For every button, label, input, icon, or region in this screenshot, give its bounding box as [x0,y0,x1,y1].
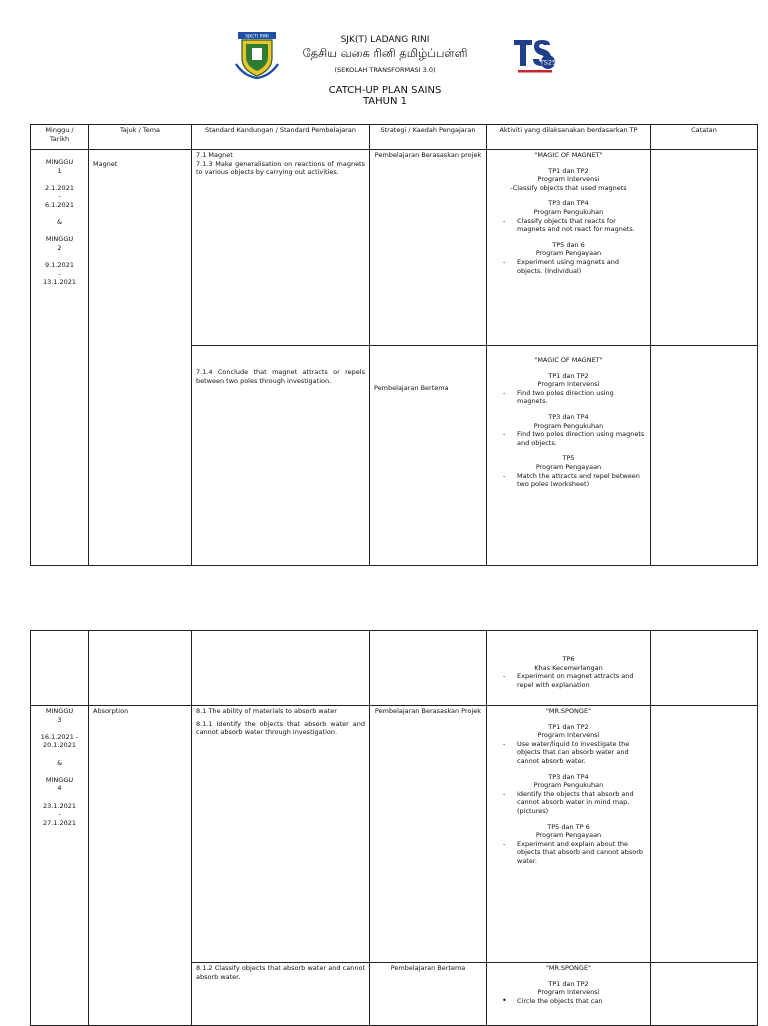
standard-heading: 8.1 The ability of materials to absorb water [196,707,337,715]
notes-cell [651,706,758,963]
topic-cell [89,631,192,706]
activity-item: • Circle the objects that can [517,997,646,1006]
col-header-notes: Catatan [651,125,758,150]
week-date-line [35,750,84,759]
tp-level: TP3 dan TP4 [548,772,589,781]
activity-item: - Experiment using magnets and objects. (Individual) [517,258,646,275]
program-name: Program Pengukuhan [533,421,604,430]
standard-heading: 7.1 Magnet [196,151,233,159]
standard-cell [192,631,370,706]
strategy-cell [370,631,487,706]
notes-cell [651,150,758,346]
week-date-line [35,210,84,219]
standard-cell [192,963,370,1026]
tp-level: TP1 dan TP2 [548,722,589,731]
col-header-week: Minggu / Tarikh [31,125,89,150]
activity-list [491,672,646,689]
tp-level: TP3 dan TP4 [548,412,589,421]
strategy-text: Pembelajaran Berasaskan projek [374,151,482,159]
right-logo-text: TS25 [539,58,557,67]
standard-text: 7.1.4 Conclude that magnet attracts or repels between two poles through investigation. [196,368,365,385]
standard-text: 8.1.1 Identify the objects that absorb water and cannot absorb water through investigation. [196,719,365,737]
tp-block [491,167,646,193]
activity-list [491,472,646,489]
table-row [31,706,758,963]
week-date-line: - [58,810,61,819]
activity-cell [487,631,651,706]
program-name: Program Pengayaan [535,831,602,840]
transformation-school-logo [508,32,560,78]
tp-block [491,980,646,1006]
plan-title [260,85,510,107]
activity-item: - Match the attracts and repel between two poles (worksheet) [517,472,646,489]
week-date-line [35,227,84,236]
week-date-line: 27.1.2021 [42,818,77,827]
program-name: Program Pengayaan [535,249,602,258]
activity-list [491,840,646,866]
notes-cell [651,346,758,566]
notes-cell [651,631,758,706]
week-date-line: - [58,269,61,278]
col-header-topic: Tajuk / Tema [89,125,192,150]
tp-block [491,773,646,816]
week-date-line [35,253,84,262]
tp-level: TP5 dan 6 [552,240,585,249]
activity-title: "MR.SPONGE" [545,964,592,972]
notes-cell [651,963,758,1026]
tp-block [491,199,646,233]
week-date-line: 3 [57,715,62,724]
standard-cell [192,346,370,566]
program-name: Program Intervensi [537,380,600,389]
week-date-line: MINGGU [45,775,74,784]
table-header-row [31,125,758,150]
topic-text: Absorption [93,707,129,715]
program-name: Program Intervensi [537,175,600,184]
week-date-line: 2.1.2021 [45,183,74,192]
activity-item: - Use water/liquid to investigate the objects that can absorb water and cannot absorb water. [517,740,646,766]
activity-list [491,790,646,816]
activity-title: "MAGIC OF MAGNET" [534,356,603,364]
topic-cell [89,150,192,566]
activity-item: - Classify objects that reacts for magnets and not react for magnets. [517,217,646,234]
week-date-line: MINGGU [45,707,74,715]
topic-cell [89,706,192,1026]
activity-cell [487,346,651,566]
col-header-standard: Standard Kandungan / Standard Pembelajaran [192,125,370,150]
strategy-text: Pembelajaran Berasaskan Projek [374,707,482,715]
tp-level: TP1 dan TP2 [548,979,589,988]
program-name: Program Pengukuhan [533,207,604,216]
plan-title-text: CATCH-UP PLAN SAINS [328,85,442,96]
week-date-cell [31,706,89,1026]
week-date-line: 4 [57,784,62,793]
tp-level: TP5 [562,454,575,463]
week-date-line: 20.1.2021 [42,741,77,750]
school-subtitle: (SEKOLAH TRANSFORMASI 3.0) [334,66,436,74]
program-name: Program Intervensi [537,731,600,740]
strategy-cell [370,706,487,963]
standard-text: 8.1.2 Classify objects that absorb water and cannot absorb water. [196,964,365,981]
tp-level: TP5 dan TP 6 [547,822,590,831]
activity-item: - Experiment on magnet attracts and repel with explanation [517,672,646,689]
activity-list [491,389,646,406]
week-date-line: MINGGU [45,235,74,244]
tp-level: TP3 dan TP4 [548,199,589,208]
program-name: Program Pengukuhan [533,781,604,790]
week-date-line: 23.1.2021 [42,801,77,810]
activity-title: "MAGIC OF MAGNET" [534,151,603,159]
catchup-plan-table-page2 [30,630,758,1026]
table-row [31,631,758,706]
activity-list [491,430,646,447]
activity-list [491,258,646,275]
activity-item: - Identify the objects that absorb and cannot absorb water in mind map. (pictures) [517,790,646,816]
week-date-line: MINGGU [45,158,74,166]
col-header-activity: Aktiviti yang dilaksanakan berdasarkan TP [487,125,651,150]
left-logo-text: SJK(T) RINI [245,34,269,40]
tp-block [491,372,646,406]
tp-block [491,723,646,766]
plan-year: TAHUN 1 [362,96,408,107]
activity-title: "MR.SPONGE" [545,707,592,715]
topic-text: Magnet [93,160,118,168]
school-name-tamil: தேசிய வகை ரினி தமிழ்ப்பள்ளி [302,46,468,60]
program-name: Program Pengayaan [535,462,602,471]
week-date-line: & [56,218,63,227]
program-name: Program Intervensi [537,988,600,997]
tp-block [491,823,646,866]
activity-cell [487,963,651,1026]
tp-level: TP6 [562,655,575,663]
tp-level: TP1 dan TP2 [548,166,589,175]
week-date-line [35,793,84,802]
activity-cell [487,706,651,963]
strategy-text: Pembelajaran Bertema [390,964,466,972]
strategy-cell [370,150,487,346]
table-row [31,150,758,346]
activity-item: -Classify objects that used magnets [510,183,627,192]
activity-cell [487,150,651,346]
program-name: Khas Kecemerlangan [534,663,603,672]
activity-item: - Find two poles direction using magnets and objects. [517,430,646,447]
week-date-cell [31,150,89,566]
catchup-plan-table-page1 [30,124,758,566]
week-date-line [35,767,84,776]
week-date-cell [31,631,89,706]
strategy-cell [370,963,487,1026]
week-date-line [35,724,84,733]
activity-list [491,217,646,234]
school-name: SJK(T) LADANG RINI [340,35,430,45]
activity-list [491,997,646,1006]
activity-item: - Experiment and explain about the objects that absorb and cannot absorb water. [517,840,646,866]
week-date-line: 13.1.2021 [42,278,77,287]
week-date-line: 2 [57,243,62,252]
activity-item: - Find two poles direction using magnets. [517,389,646,406]
tp-block [491,241,646,275]
standard-cell [192,150,370,346]
standard-text: 7.1.3 Make generalisation on reactions of magnets to various objects by carrying out activities. [196,159,365,177]
strategy-text: Pembelajaran Bertema [374,384,449,392]
tp-level: TP1 dan TP2 [548,371,589,380]
col-header-strategy: Strategi / Kaedah Pengajaran [370,125,487,150]
tp-block [491,413,646,447]
week-date-line [35,175,84,184]
tp-block [491,655,646,689]
standard-cell [192,706,370,963]
week-date-line: 1 [57,166,62,175]
week-date-line: 16.1.2021 - [40,732,79,741]
strategy-cell [370,346,487,566]
week-date-line: 9.1.2021 [45,261,74,270]
week-date-line: 6.1.2021 [45,200,74,209]
week-date-line: - [58,192,61,201]
week-date-line: & [56,758,63,767]
activity-list [491,740,646,766]
document-header [0,0,768,124]
tp-block [491,454,646,488]
